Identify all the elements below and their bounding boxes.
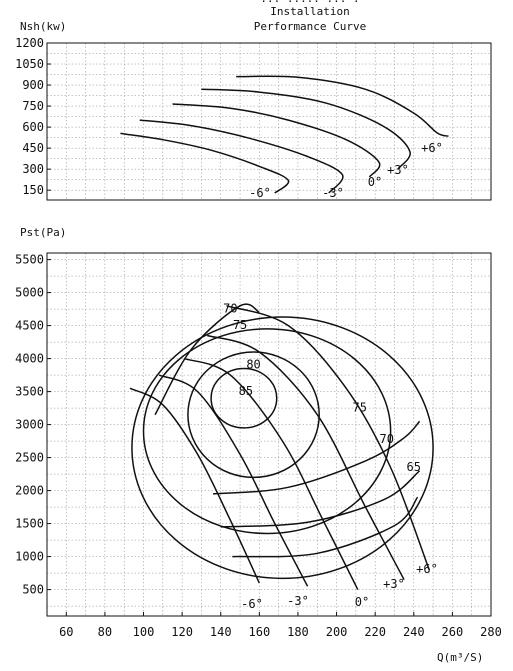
series-label-0deg: 0° (354, 595, 370, 609)
x-tick-label: 120 (171, 625, 193, 639)
efficiency-contour-75 (144, 329, 391, 534)
series-line-minus3deg (140, 120, 343, 193)
series-label-plus3deg: +3° (387, 163, 409, 177)
series-label-0deg: 0° (367, 175, 383, 189)
y-tick-label: 300 (22, 162, 44, 177)
y-tick-label: 3000 (15, 417, 44, 432)
series-label-plus6deg: +6° (421, 141, 443, 155)
efficiency-label: 80 (246, 357, 261, 372)
y-tick-label: 2000 (15, 483, 44, 498)
x-tick-label: 80 (97, 625, 113, 639)
x-tick-label: 280 (480, 625, 502, 639)
y-tick-label: 150 (22, 183, 44, 198)
chart-subtitle: Performance Curve (253, 20, 367, 33)
y-tick-label: 500 (22, 582, 44, 597)
y-tick-label: 750 (22, 99, 44, 114)
x-tick-label: 260 (441, 625, 464, 639)
series-line-minus3deg (159, 375, 308, 586)
y-tick-label: 450 (22, 141, 44, 156)
y-tick-label: 900 (22, 78, 44, 93)
y-axis-label: Pst(Pa) (20, 226, 67, 239)
pressure-chart (15, 226, 502, 664)
series-line-0deg (173, 104, 380, 177)
x-tick-label: 220 (364, 625, 387, 639)
y-tick-label: 1200 (15, 36, 44, 50)
efficiency-label: 75 (232, 317, 248, 332)
y-tick-label: 1500 (15, 516, 44, 531)
efficiency-label: 85 (238, 383, 254, 398)
x-tick-label: 180 (287, 625, 309, 639)
efficiency-label: 70 (379, 432, 394, 447)
y-tick-label: 4000 (15, 351, 44, 366)
x-tick-label: 240 (402, 625, 425, 639)
guide-line (221, 471, 420, 527)
power-chart (15, 20, 491, 200)
y-tick-label: 4500 (15, 318, 44, 333)
series-label-minus3deg: -3° (287, 594, 309, 608)
series-label-plus3deg: +3° (383, 577, 405, 591)
y-tick-label: 1000 (15, 549, 44, 564)
chart-title: Installation (270, 5, 350, 18)
x-tick-label: 60 (59, 625, 74, 639)
series-label-plus6deg: +6° (416, 562, 438, 576)
series-label-minus3deg: -3° (322, 186, 344, 200)
y-tick-label: 600 (22, 120, 44, 135)
x-axis-label: Q(m³/S) (437, 651, 484, 664)
efficiency-contour-85 (211, 369, 277, 428)
y-tick-label: 1050 (15, 57, 44, 72)
series-label-minus6deg: -6° (249, 186, 271, 200)
series-label-minus6deg: -6° (241, 597, 263, 611)
x-tick-label: 140 (209, 625, 232, 639)
x-tick-label: 200 (325, 625, 348, 639)
efficiency-label: 75 (352, 400, 367, 415)
x-tick-label: 160 (248, 625, 271, 639)
header (254, 0, 367, 33)
x-tick-label: 100 (132, 625, 155, 639)
y-tick-label: 2500 (15, 450, 44, 465)
y-tick-label: 5500 (15, 252, 44, 267)
guide-line (232, 497, 417, 556)
y-tick-label: 5000 (15, 285, 44, 300)
efficiency-label: 70 (223, 301, 238, 316)
y-axis-label: Nsh(kw) (20, 20, 67, 33)
efficiency-label: 65 (406, 459, 422, 474)
y-tick-label: 3500 (15, 384, 44, 399)
